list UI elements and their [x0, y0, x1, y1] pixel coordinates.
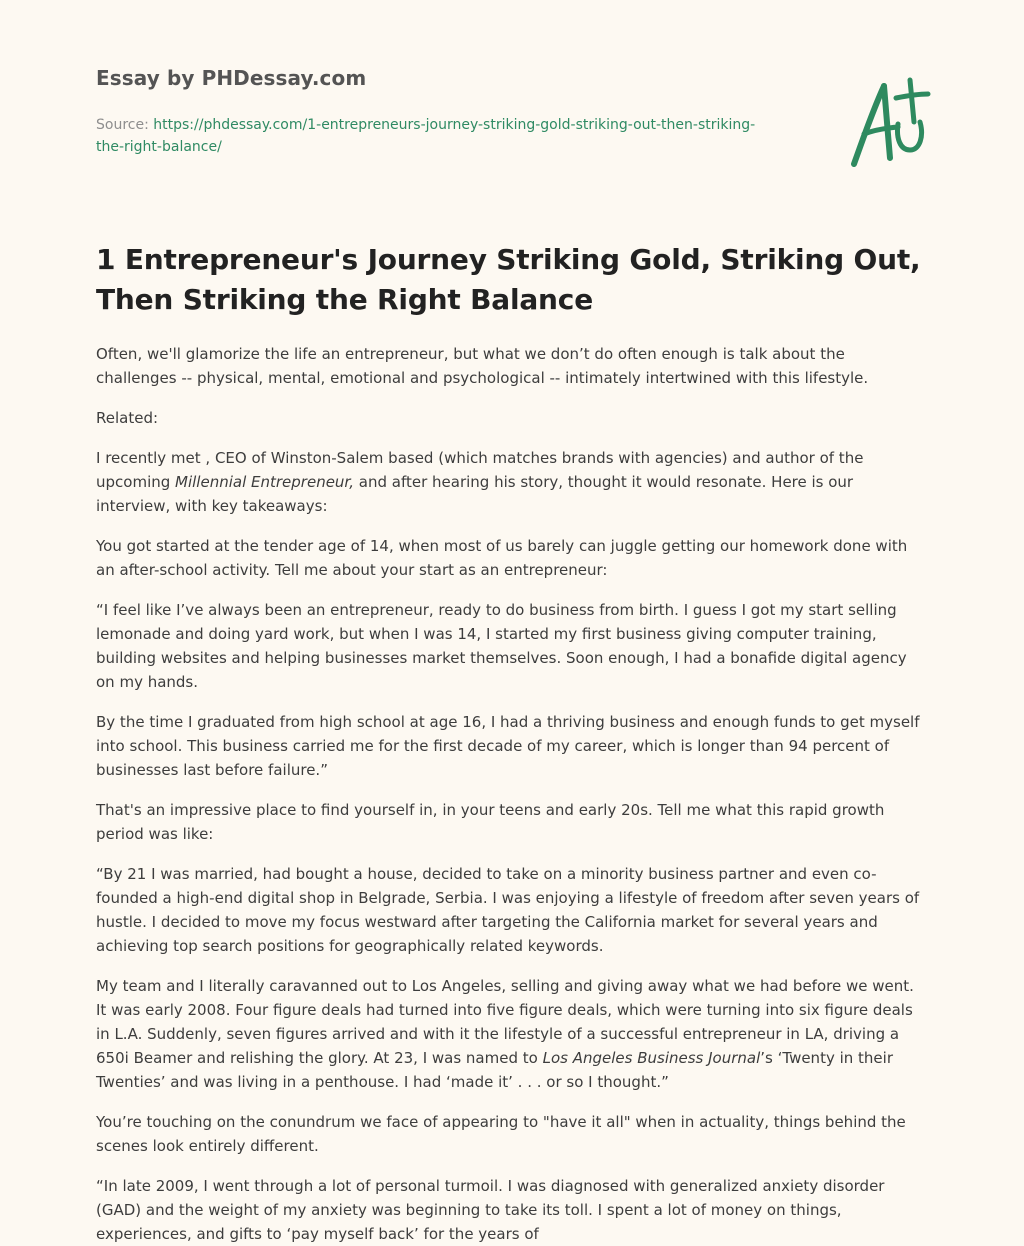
paragraph-text: My team and I literally caravanned out to Los Angeles, selling and giving away what we had before we went. It was early 2008. Four figure deals had turned into five figure deals, which were turning into six figure deals in L.A. Suddenly, seven figures arrived and with it the lifestyle of a successful entrepreneur in LA, driving a 650i Beamer and relishing the glory. At 23, I was named to	[96, 977, 914, 1067]
paragraph	[96, 446, 928, 518]
paragraph-text: and after hearing his story, thought it would resonate. Here is our interview, with key takeaways:	[96, 473, 854, 515]
paragraph	[96, 974, 928, 1094]
book-title: Millennial Entrepreneur,	[175, 473, 354, 491]
paragraph: Related:	[96, 409, 159, 427]
a-plus-logo-icon	[824, 72, 934, 172]
essay-body	[96, 342, 928, 1246]
source-link[interactable]: https://phdessay.com/1-entrepreneurs-journey-striking-gold-striking-out-then-striking-the-right-balance/	[96, 117, 756, 155]
paragraph: You’re touching on the conundrum we face of appearing to "have it all" when in actuality, things behind the scenes look entirely different.	[96, 1113, 906, 1155]
paragraph-text: I recently met , CEO of Winston-Salem based (which matches brands with agencies) and author of the upcoming	[96, 449, 864, 491]
essay-title: 1 Entrepreneur's Journey Striking Gold, Striking Out, Then Striking the Right Balance	[96, 243, 921, 316]
paragraph-text: ’s ‘Twenty in their Twenties’ and was living in a penthouse. I had ‘made it’ . . . or so I thought.”	[96, 1049, 893, 1091]
paragraph: By the time I graduated from high school at age 16, I had a thriving business and enough funds to get myself into school. This business carried me for the first decade of my career, which is longer than 94 percent of businesses last before failure.”	[96, 713, 920, 779]
source-line	[96, 114, 756, 158]
paragraph: Often, we'll glamorize the life an entrepreneur, but what we don’t do often enough is talk about the challenges -- physical, mental, emotional and psychological -- intimately intertwined with this lifestyle.	[96, 345, 869, 387]
paragraph: “I feel like I’ve always been an entrepreneur, ready to do business from birth. I guess I got my start selling lemonade and doing yard work, but when I was 14, I started my first business giving computer training, building websites and helping businesses market themselves. Soon enough, I had a bonafide digital agency on my hands.	[96, 601, 907, 691]
publication-title: Los Angeles Business Journal	[542, 1049, 761, 1067]
site-name: Essay by PHDessay.com	[96, 66, 367, 90]
site-header	[96, 66, 928, 158]
paragraph: You got started at the tender age of 14, when most of us barely can juggle getting our homework done with an after-school activity. Tell me about your start as an entrepreneur:	[96, 537, 908, 579]
paragraph: That's an impressive place to find yourself in, in your teens and early 20s. Tell me what this rapid growth period was like:	[96, 801, 885, 843]
paragraph: “In late 2009, I went through a lot of personal turmoil. I was diagnosed with generalized anxiety disorder (GAD) and the weight of my anxiety was beginning to take its toll. I spent a lot of money on things, experiences, and gifts to ‘pay myself back’ for the years of	[96, 1177, 885, 1243]
paragraph: “By 21 I was married, had bought a house, decided to take on a minority business partner and even co-founded a high-end digital shop in Belgrade, Serbia. I was enjoying a lifestyle of freedom after seven years of hustle. I decided to move my focus westward after targeting the California market for several years and achieving top search positions for geographically related keywords.	[96, 865, 920, 955]
source-label: Source:	[96, 117, 154, 133]
